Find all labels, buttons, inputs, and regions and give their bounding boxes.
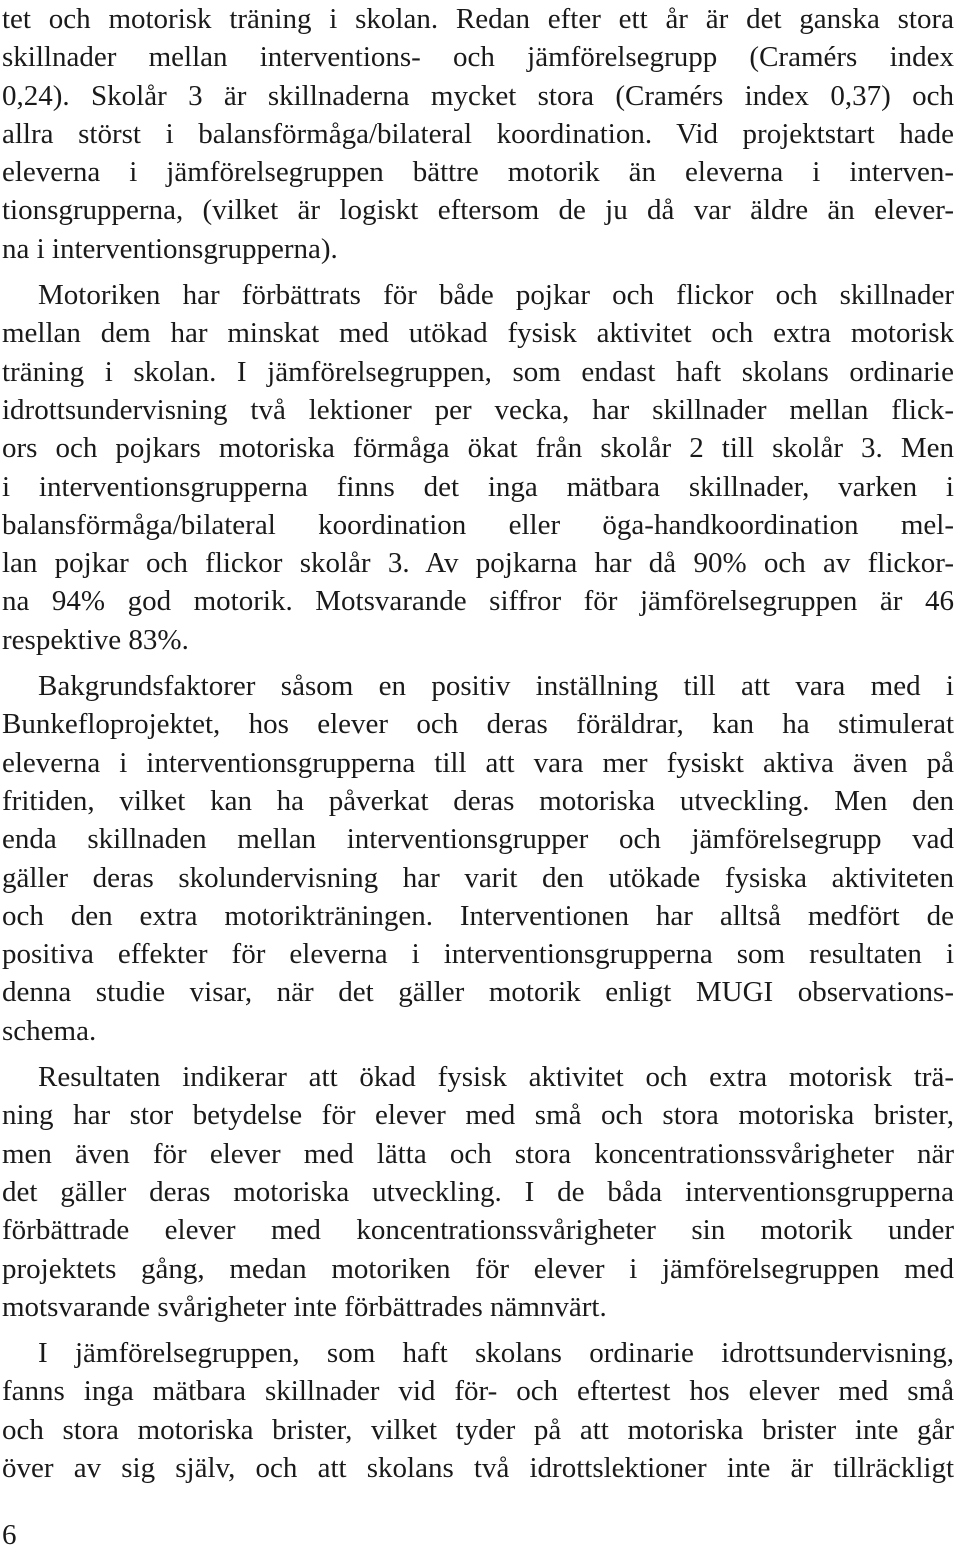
text-line: skillnader mellan interventions- och jämförelsegrupp (Cramérs index <box>2 41 954 74</box>
text-line: Motoriken har förbättrats för både pojkar och flickor och skillnader <box>38 279 954 312</box>
text-line: gäller deras skolundervisning har varit den utökade fysiska aktiviteten <box>2 861 954 894</box>
text-line: över av sig själv, och att skolans två idrottslektioner inte är tillräckligt <box>2 1451 954 1484</box>
text-line: fritiden, vilket kan ha påverkat deras motoriska utveckling. Men den <box>2 784 954 817</box>
text-line: men även för elever med lätta och stora koncentrationssvårigheter när <box>2 1137 954 1170</box>
paragraph-gap <box>2 659 954 667</box>
text-line: na i interventionsgrupperna). <box>2 232 338 265</box>
text-line: och den extra motorikträningen. Interventionen har alltså medfört de <box>2 899 954 932</box>
text-line: träning i skolan. I jämförelsegruppen, som endast haft skolans ordinarie <box>2 355 954 388</box>
paragraph <box>2 1058 954 1326</box>
paragraph <box>2 667 954 1050</box>
text-line: Bunkefloprojektet, hos elever och deras föräldrar, kan ha stimulerat <box>2 708 954 741</box>
text-line: motsvarande svårigheter inte förbättrades nämnvärt. <box>2 1290 607 1323</box>
text-line: eleverna i interventionsgrupperna till att vara mer fysiskt aktiva även på <box>2 746 954 779</box>
text-line: schema. <box>2 1014 97 1047</box>
text-line: Resultaten indikerar att ökad fysisk aktivitet och extra motorisk trä- <box>38 1061 954 1094</box>
paragraph-gap <box>2 1050 954 1058</box>
text-line: respektive 83%. <box>2 623 189 656</box>
page-number: 6 <box>2 1519 17 1551</box>
text-line: lan pojkar och flickor skolår 3. Av pojkarna har då 90% och av flickor- <box>2 547 954 580</box>
text-line: enda skillnaden mellan interventionsgrupper och jämförelsegrupp vad <box>2 823 954 856</box>
text-line: tet och motorisk träning i skolan. Redan efter ett år är det ganska stora <box>2 3 954 35</box>
paragraph-gap <box>2 268 954 276</box>
text-line: Bakgrundsfaktorer såsom en positiv inställning till att vara med i <box>38 670 954 703</box>
body-text <box>2 0 954 1487</box>
text-line: denna studie visar, när det gäller motorik enligt MUGI observations- <box>2 976 954 1009</box>
paragraph <box>2 0 954 268</box>
text-line: allra störst i balansförmåga/bilateral koordination. Vid projektstart hade <box>2 117 954 150</box>
text-line: idrottsundervisning två lektioner per vecka, har skillnader mellan flick- <box>2 393 954 426</box>
paragraph <box>2 1334 954 1487</box>
paragraph-gap <box>2 1326 954 1334</box>
text-line: ors och pojkars motoriska förmåga ökat från skolår 2 till skolår 3. Men <box>2 432 954 465</box>
text-line: det gäller deras motoriska utveckling. I de båda interventionsgrupperna <box>2 1175 954 1208</box>
text-line: 0,24). Skolår 3 är skillnaderna mycket stora (Cramérs index 0,37) och <box>2 79 954 112</box>
paragraph <box>2 276 954 659</box>
text-line: I jämförelsegruppen, som haft skolans ordinarie idrottsundervisning, <box>38 1337 954 1370</box>
text-line: positiva effekter för eleverna i interventionsgrupperna som resultaten i <box>2 938 954 971</box>
text-line: förbättrade elever med koncentrationssvårigheter sin motorik under <box>2 1214 954 1247</box>
text-line: och stora motoriska brister, vilket tyder på att motoriska brister inte går <box>2 1413 954 1446</box>
text-line: tionsgrupperna, (vilket är logiskt eftersom de ju då var äldre än elever- <box>2 194 954 227</box>
text-line: fanns inga mätbara skillnader vid för- och eftertest hos elever med små <box>2 1375 954 1408</box>
text-line: i interventionsgrupperna finns det inga mätbara skillnader, varken i <box>2 470 954 503</box>
text-line: projektets gång, medan motoriken för elever i jämförelsegruppen med <box>2 1252 954 1285</box>
text-line: na 94% god motorik. Motsvarande siffror för jämförelsegruppen är 46 <box>2 585 954 618</box>
text-line: mellan dem har minskat med utökad fysisk aktivitet och extra motorisk <box>2 317 954 350</box>
text-line: eleverna i jämförelsegruppen bättre motorik än eleverna i interven- <box>2 156 954 189</box>
text-line: balansförmåga/bilateral koordination eller öga-handkoordination mel- <box>2 508 954 541</box>
text-line: ning har stor betydelse för elever med små och stora motoriska brister, <box>2 1099 954 1132</box>
